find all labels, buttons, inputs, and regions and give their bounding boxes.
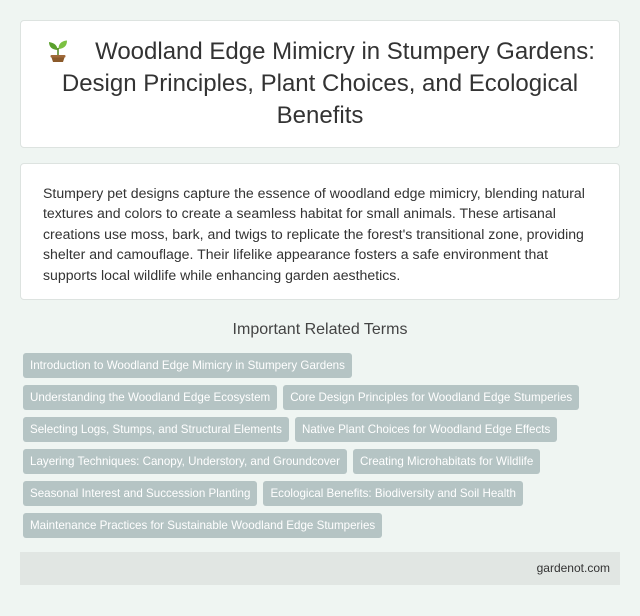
tag-row <box>23 385 623 417</box>
page-title <box>45 36 595 132</box>
footer <box>20 552 620 585</box>
tag-row <box>23 513 623 545</box>
related-term-tag[interactable]: Layering Techniques: Canopy, Understory, and Groundcover <box>23 449 347 474</box>
related-term-tag[interactable]: Understanding the Woodland Edge Ecosystem <box>23 385 277 410</box>
intro-card <box>20 163 620 300</box>
related-term-tag[interactable]: Seasonal Interest and Succession Planting <box>23 481 257 506</box>
tag-row <box>23 353 623 385</box>
related-term-tag[interactable]: Introduction to Woodland Edge Mimicry in Stumpery Gardens <box>23 353 352 378</box>
title-card <box>20 20 620 148</box>
related-terms-list <box>23 353 623 545</box>
intro-text: Stumpery pet designs capture the essence of woodland edge mimicry, blending natural textures and colors to create a seamless habitat for small animals. These artisanal creations use moss, bark, and twigs to replicate the forest's transitional zone, providing shelter and camouflage. Their lifelike appearance fosters a safe environment that supports local wildlife while enhancing garden aesthetics. <box>43 185 585 283</box>
page-title-text: Woodland Edge Mimicry in Stumpery Gardens: Design Principles, Plant Choices, and Ecological Benefits <box>61 38 595 129</box>
related-term-tag[interactable]: Ecological Benefits: Biodiversity and Soil Health <box>263 481 523 506</box>
sprout-icon <box>45 37 71 63</box>
related-term-tag[interactable]: Selecting Logs, Stumps, and Structural Elements <box>23 417 289 442</box>
tag-row <box>23 417 623 449</box>
tag-row <box>23 449 623 481</box>
related-term-tag[interactable]: Native Plant Choices for Woodland Edge Effects <box>295 417 557 442</box>
related-term-tag[interactable]: Creating Microhabitats for Wildlife <box>353 449 540 474</box>
footer-site-link[interactable]: gardenot.com <box>536 561 610 575</box>
related-term-tag[interactable]: Core Design Principles for Woodland Edge Stumperies <box>283 385 579 410</box>
related-term-tag[interactable]: Maintenance Practices for Sustainable Woodland Edge Stumperies <box>23 513 382 538</box>
related-terms-heading: Important Related Terms <box>232 321 408 338</box>
tag-row <box>23 481 623 513</box>
